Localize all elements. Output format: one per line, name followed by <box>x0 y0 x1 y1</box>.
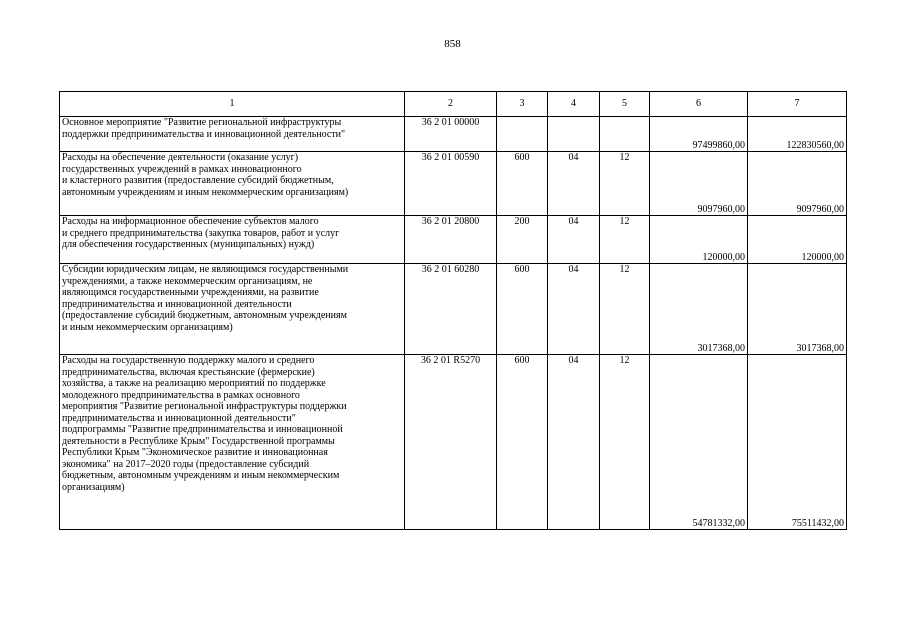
header-cell: 1 <box>60 92 405 117</box>
budget-code-cell: 36 2 01 20800 <box>405 216 497 264</box>
expense-name-cell <box>60 117 405 152</box>
amount-col6-cell: 9097960,00 <box>650 152 748 216</box>
header-cell: 5 <box>600 92 650 117</box>
section-cell: 04 <box>548 152 600 216</box>
budget-code-cell: 36 2 01 60280 <box>405 264 497 355</box>
amount-col6-cell: 54781332,00 <box>650 355 748 530</box>
expense-type-cell <box>497 117 548 152</box>
amount-col6-cell: 3017368,00 <box>650 264 748 355</box>
subsection-cell <box>600 117 650 152</box>
subsection-cell: 12 <box>600 264 650 355</box>
expense-name-cell <box>60 216 405 264</box>
budget-table <box>59 91 847 530</box>
table-row <box>60 216 847 264</box>
subsection-cell: 12 <box>600 216 650 264</box>
expense-name: Субсидии юридическим лицам, не являющимся государственными учреждениями, а также некоммерческим организациям, не являющимся государственными учреждениями, на развитие предпринимательства и инновационной деятельности (предоставление субсидий бюджетным, автономным учреждениям и иным некоммерческим организациям) <box>62 264 349 333</box>
amount-col6-cell: 120000,00 <box>650 216 748 264</box>
section-cell <box>548 117 600 152</box>
budget-code-cell: 36 2 01 R5270 <box>405 355 497 530</box>
expense-name: Расходы на информационное обеспечение субъектов малого и среднего предпринимательства (закупка товаров, работ и услуг для обеспечения государственных (муниципальных) нужд) <box>62 216 340 250</box>
expense-name-cell <box>60 264 405 355</box>
expense-name: Расходы на обеспечение деятельности (оказание услуг) государственных учреждений в рамках инновационного и кластерного развития (предоставление субсидий бюджетным, автономным учреждениям и иным некоммерческим организациям) <box>62 152 349 198</box>
expense-type-cell: 600 <box>497 264 548 355</box>
amount-col7-cell: 122830560,00 <box>748 117 847 152</box>
header-cell: 4 <box>548 92 600 117</box>
header-cell: 7 <box>748 92 847 117</box>
expense-type-cell: 600 <box>497 152 548 216</box>
amount-col7-cell: 9097960,00 <box>748 152 847 216</box>
amount-col7-cell: 120000,00 <box>748 216 847 264</box>
section-cell: 04 <box>548 216 600 264</box>
table-header-row <box>60 92 847 117</box>
expense-type-cell: 200 <box>497 216 548 264</box>
table-row <box>60 117 847 152</box>
header-cell: 2 <box>405 92 497 117</box>
expense-name: Основное мероприятие "Развитие региональной инфраструктуры поддержки предпринимательства и инновационной деятельности" <box>62 117 346 140</box>
amount-col6-cell: 97499860,00 <box>650 117 748 152</box>
header-cell: 6 <box>650 92 748 117</box>
table-row <box>60 355 847 530</box>
amount-col7-cell: 3017368,00 <box>748 264 847 355</box>
subsection-cell: 12 <box>600 152 650 216</box>
section-cell: 04 <box>548 355 600 530</box>
expense-name-cell <box>60 355 405 530</box>
expense-name-cell <box>60 152 405 216</box>
budget-code-cell: 36 2 01 00590 <box>405 152 497 216</box>
subsection-cell: 12 <box>600 355 650 530</box>
page-number: 858 <box>444 38 461 50</box>
table-row <box>60 264 847 355</box>
table-row <box>60 152 847 216</box>
expense-name: Расходы на государственную поддержку малого и среднего предпринимательства, включая крестьянские (фермерские) хозяйства, а также на реализацию мероприятий по поддержке молодежного предпринимательства в рамках основного мероприятия "Развитие региональной инфраструктуры поддержки предпринимательства и инновационной деятельности" подпрограммы "Развитие предпринимательства и инновационной деятельности в Республике Крым" Государственной программы Республики Крым "Экономическое развитие и инновационная экономика" на 2017–2020 годы (предоставление субсидий бюджетным, автономным учреждениям и иным некоммерческим организациям) <box>62 355 347 493</box>
header-cell: 3 <box>497 92 548 117</box>
budget-code-cell: 36 2 01 00000 <box>405 117 497 152</box>
expense-type-cell: 600 <box>497 355 548 530</box>
amount-col7-cell: 75511432,00 <box>748 355 847 530</box>
section-cell: 04 <box>548 264 600 355</box>
